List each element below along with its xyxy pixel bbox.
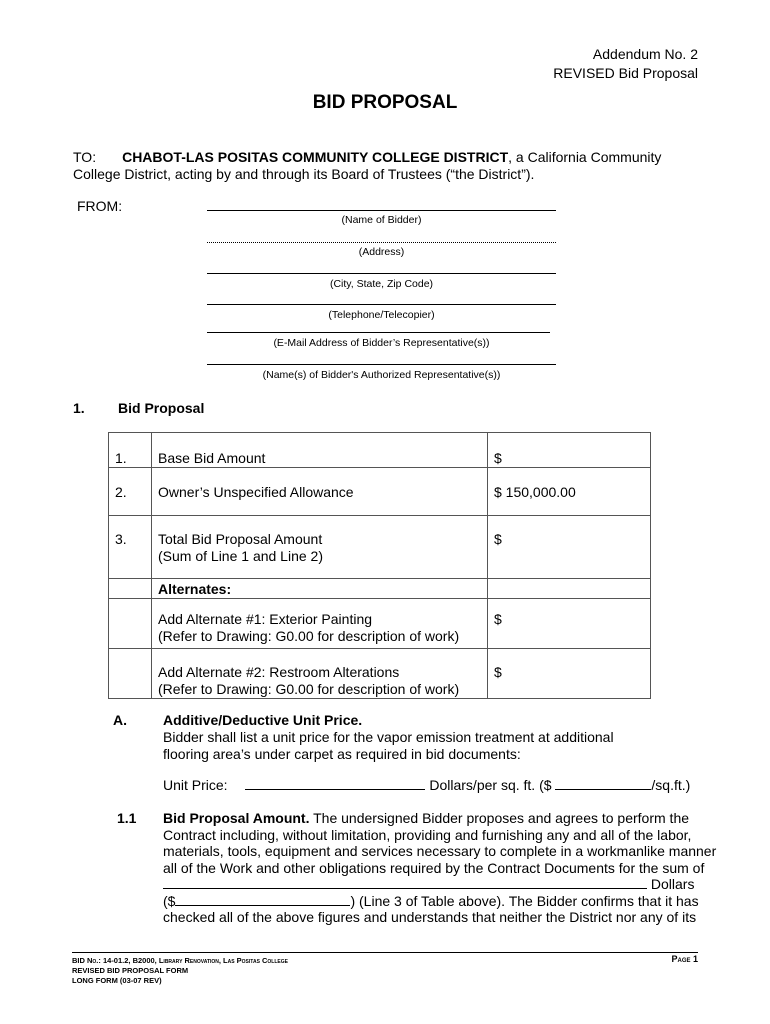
section-1-1-line6 (163, 893, 699, 910)
alternate-amount[interactable]: $ (494, 611, 502, 627)
row-sublabel: (Sum of Line 1 and Line 2) (158, 548, 323, 564)
section-1-1-number: 1.1 (117, 810, 137, 826)
email-line[interactable] (207, 332, 550, 333)
caption-telephone: (Telephone/Telecopier) (328, 309, 435, 321)
telephone-line[interactable] (207, 304, 556, 305)
section-1-1-line3: materials, tools, equipment and services necessary to complete in a workmanlike manner (163, 843, 717, 859)
footer-page-number: Page 1 (671, 954, 698, 964)
table-row (109, 649, 651, 699)
to-section (73, 149, 698, 183)
caption-address: (Address) (358, 246, 405, 258)
row-label: Total Bid Proposal Amount (158, 531, 323, 547)
dollars-per-sqft-label: Dollars/per sq. ft. ($ (429, 777, 552, 793)
row-amount[interactable]: $ 150,000.00 (494, 484, 576, 500)
sqft-label: /sq.ft.) (651, 777, 691, 793)
row-amount[interactable]: $ (494, 531, 502, 547)
row-label: Owner’s Unspecified Allowance (158, 484, 354, 500)
section-1-1-title: Bid Proposal Amount. (163, 810, 310, 826)
section-1-1-line1 (163, 810, 699, 827)
district-name: CHABOT-LAS POSITAS COMMUNITY COLLEGE DISTRICT (122, 149, 509, 165)
footer-divider (72, 952, 698, 953)
section-a-letter: A. (113, 712, 127, 728)
revised-label: REVISED Bid Proposal (553, 65, 698, 81)
from-label: FROM: (77, 198, 123, 214)
alternate-amount[interactable]: $ (494, 664, 502, 680)
row-number: 1. (115, 450, 127, 466)
section-1-title: Bid Proposal (118, 400, 205, 416)
section-a-title: Additive/Deductive Unit Price. (163, 712, 363, 728)
footer-long-form: LONG FORM (03-07 REV) (72, 976, 162, 985)
section-a-body (163, 712, 703, 763)
representative-line[interactable] (207, 364, 556, 365)
table-row (109, 468, 651, 516)
footer-form-name: REVISED BID PROPOSAL FORM (72, 966, 189, 975)
bid-table (108, 432, 651, 699)
table-row (109, 433, 651, 468)
price-per-sqft-field[interactable] (555, 777, 651, 790)
section-1-1-body (163, 810, 717, 926)
to-label: TO: (73, 149, 97, 165)
caption-email: (E-Mail Address of Bidder’s Representative(s)) (273, 337, 490, 349)
unit-price-row (163, 777, 703, 794)
section-1-1-line7: checked all of the above figures and understands that neither the District nor any of its (163, 909, 697, 925)
alternate-sublabel: (Refer to Drawing: G0.00 for description of work) (158, 628, 460, 644)
section-1-1-line1-text: The undersigned Bidder proposes and agrees to perform the (309, 810, 690, 826)
row-amount[interactable]: $ (494, 450, 502, 466)
section-a-line2: flooring area’s under carpet as required in bid documents: (163, 746, 521, 762)
dollars-label: Dollars (650, 876, 695, 892)
section-1-1-line2: Contract including, without limitation, providing and furnishing any and all of the labor, (163, 826, 692, 843)
table-row (109, 599, 651, 649)
addendum-number: Addendum No. 2 (592, 46, 698, 62)
unit-price-field[interactable] (245, 777, 425, 790)
row-label: Base Bid Amount (158, 450, 266, 466)
caption-name-of-bidder: (Name of Bidder) (341, 214, 422, 226)
to-text-after: , a California Community (508, 149, 662, 165)
unit-price-label: Unit Price: (163, 777, 228, 793)
amount-in-figures-field[interactable] (175, 893, 350, 906)
section-1-1-line5 (163, 876, 699, 893)
footer-bid-number: BID No.: 14-01.2, B2000, Library Renovation, Las Positas College (72, 956, 288, 965)
amount-in-words-field[interactable] (163, 876, 647, 889)
caption-representative: (Name(s) of Bidder's Authorized Representative(s)) (262, 369, 501, 381)
caption-city-state-zip: (City, State, Zip Code) (329, 278, 434, 290)
alternate-label: Add Alternate #1: Exterior Painting (158, 611, 373, 627)
alternate-sublabel: (Refer to Drawing: G0.00 for description of work) (158, 681, 460, 697)
section-1-number: 1. (73, 400, 85, 416)
section-1-1-line4: all of the Work and other obligations required by the Contract Documents for the sum of (163, 859, 705, 876)
address-line[interactable] (207, 242, 556, 243)
table-row (109, 516, 651, 579)
bidder-name-line[interactable] (207, 210, 556, 211)
city-state-zip-line[interactable] (207, 273, 556, 274)
section-1-1-line6-text: ) (Line 3 of Table above). The Bidder confirms that it has (350, 892, 699, 909)
table-row-alternates-header (109, 579, 651, 599)
section-a-line1: Bidder shall list a unit price for the vapor emission treatment at additional (163, 729, 614, 745)
to-line2: College District, acting by and through its Board of Trustees (“the District”). (73, 166, 535, 182)
alternates-header: Alternates: (158, 581, 232, 597)
row-number: 3. (115, 531, 127, 547)
page-title: BID PROPOSAL (312, 92, 458, 113)
paren-dollar-open: ($ (163, 892, 176, 909)
row-number: 2. (115, 484, 127, 500)
alternate-label: Add Alternate #2: Restroom Alterations (158, 664, 400, 680)
